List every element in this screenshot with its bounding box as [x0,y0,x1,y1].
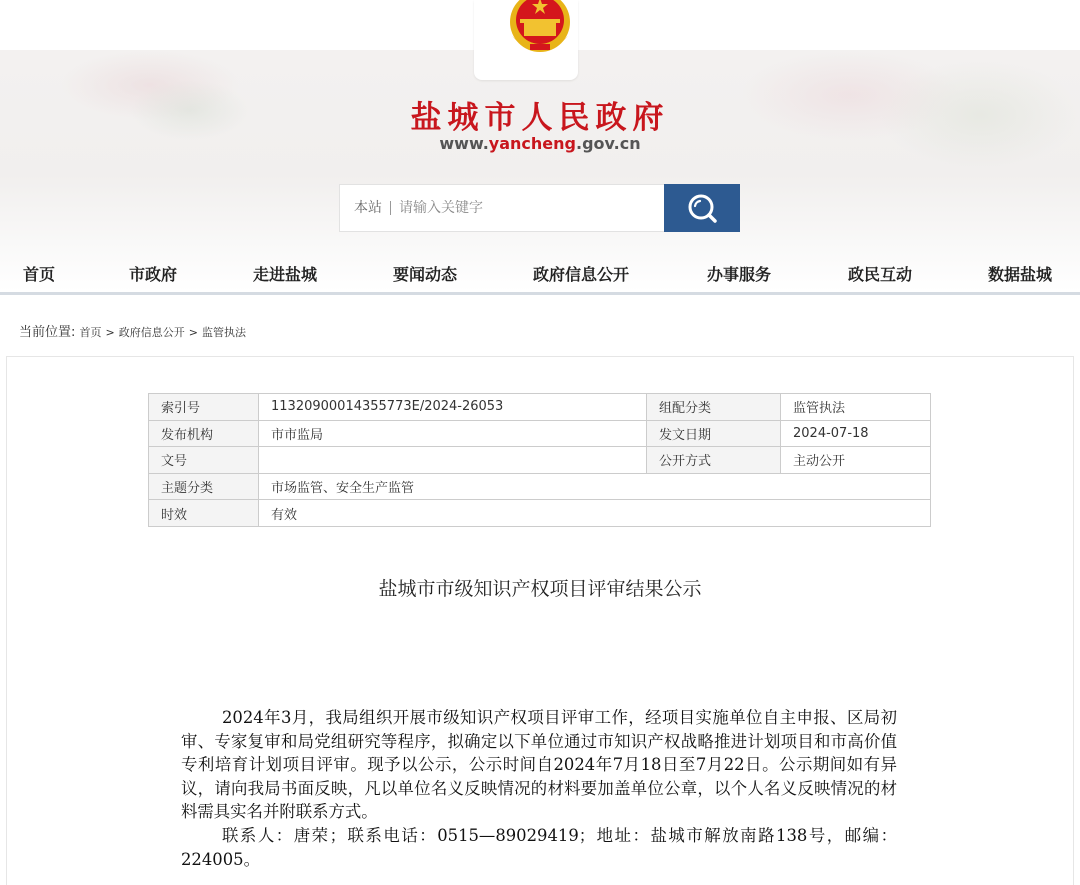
docno-label: 文号 [149,447,259,474]
index-label: 索引号 [149,394,259,421]
breadcrumb-item-gov-info[interactable]: 政府信息公开 [118,326,185,339]
nav-item-services[interactable]: 办事服务 [707,265,772,284]
table-row [149,420,931,447]
table-row [149,394,931,421]
search-icon [685,191,719,225]
site-url [390,134,690,153]
index-value: 11320900014355773E/2024-26053 [259,394,647,421]
national-emblem-icon [500,0,580,60]
public-value: 主动公开 [781,447,931,474]
validity-value: 有效 [259,500,931,527]
breadcrumb-item-home[interactable]: 首页 [79,326,102,339]
org-value: 市市监局 [259,420,647,447]
site-url-suffix: .gov.cn [575,134,641,153]
site-title: 盐城市人民政府 [410,100,670,136]
main-nav [0,248,1080,295]
category-value: 监管执法 [781,394,931,421]
docno-value [259,447,647,474]
search-button[interactable] [664,184,740,232]
nav-item-city-government[interactable]: 市政府 [129,265,178,284]
breadcrumb-item-supervision[interactable]: 监管执法 [201,326,246,339]
header-banner [0,0,1080,295]
nav-item-interaction[interactable]: 政民互动 [848,265,913,284]
metadata-table [148,393,931,527]
org-label: 发布机构 [149,420,259,447]
nav-item-home[interactable]: 首页 [23,265,56,284]
article-body [181,706,897,871]
breadcrumb-label: 当前位置: [19,325,76,340]
decor-leaves-right [880,60,1080,170]
site-url-prefix: www. [439,134,489,153]
nav-item-about-yancheng[interactable]: 走进盐城 [253,265,318,284]
date-label: 发文日期 [647,420,781,447]
breadcrumb-separator: > [105,326,115,339]
nav-item-data-yancheng[interactable]: 数据盐城 [988,265,1053,284]
validity-label: 时效 [149,500,259,527]
breadcrumb-separator: > [188,326,198,339]
nav-item-news[interactable]: 要闻动态 [393,265,458,284]
table-row [149,473,931,500]
search-input[interactable] [391,200,631,216]
table-row [149,447,931,474]
table-row [149,500,931,527]
date-value: 2024-07-18 [781,420,931,447]
category-label: 组配分类 [647,394,781,421]
site-url-brand: yancheng [488,134,576,153]
breadcrumb [19,321,246,340]
topic-label: 主题分类 [149,473,259,500]
decor-leaves-left [130,80,250,140]
search-box [339,184,665,232]
article-title: 盐城市市级知识产权项目评审结果公示 [378,578,702,600]
topic-value: 市场监管、安全生产监管 [259,473,931,500]
search-scope[interactable]: 本站 [354,201,391,215]
nav-item-gov-info-disclosure[interactable]: 政府信息公开 [533,265,630,284]
article-paragraph: 2024年3月，我局组织开展市级知识产权项目评审工作，经项目实施单位自主申报、区局初审、专家复审和局党组研究等程序，拟确定以下单位通过市知识产权战略推进计划项目和市高价值专利培育计划项目评审。现予以公示，公示时间自2024年7月18日至7月22日。公示期间如有异议，请向我局书面反映，凡以单位名义反映情况的材料要加盖单位公章，以个人名义反映情况的材料需具实名并附联系方式。 [181,708,897,822]
public-label: 公开方式 [647,447,781,474]
article-contact-paragraph: 联系人：唐荣；联系电话：0515—89029419；地址：盐城市解放南路138号，邮编：224005。 [181,825,897,869]
